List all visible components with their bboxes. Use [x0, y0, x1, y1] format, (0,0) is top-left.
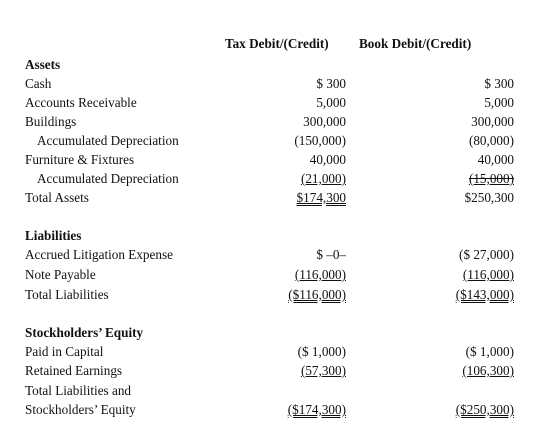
tax-value: (21,000)	[300, 171, 346, 186]
table-row	[0, 248, 542, 267]
tax-value: 40,000	[309, 152, 346, 167]
row-label: Total Liabilities	[25, 287, 109, 302]
row-label: Total Liabilities and	[25, 383, 132, 398]
book-value: ($250,300)	[455, 402, 514, 417]
tax-value: ($ 1,000)	[297, 344, 346, 359]
tax-value: (150,000)	[294, 133, 346, 148]
assets-heading: Assets	[25, 57, 61, 72]
row-label: Accumulated Depreciation	[37, 133, 179, 148]
assets-heading-row	[0, 58, 542, 77]
book-value: ($143,000)	[455, 287, 514, 302]
tax-value: $ –0–	[316, 247, 346, 262]
book-value: 5,000	[484, 95, 514, 110]
row-label: Cash	[25, 76, 52, 91]
tax-column-header: Tax Debit/(Credit)	[225, 36, 329, 51]
table-row	[0, 77, 542, 96]
row-label: Buildings	[25, 114, 77, 129]
book-value: $250,300	[464, 190, 514, 205]
book-value: $ 300	[484, 76, 514, 91]
book-value: (106,300)	[462, 363, 514, 378]
row-label: Note Payable	[25, 267, 96, 282]
table-row	[0, 191, 542, 210]
book-value: ($ 1,000)	[465, 344, 514, 359]
row-label: Accounts Receivable	[25, 95, 137, 110]
book-value: (116,000)	[462, 267, 514, 282]
row-label: Furniture & Fixtures	[25, 152, 135, 167]
tax-value: (57,300)	[300, 363, 346, 378]
row-label: Stockholders’ Equity	[25, 402, 136, 417]
row-label: Total Assets	[25, 190, 89, 205]
table-row	[0, 345, 542, 364]
equity-heading-row	[0, 326, 542, 345]
table-row	[0, 288, 542, 307]
liabilities-heading: Liabilities	[25, 228, 82, 243]
book-value: 40,000	[477, 152, 514, 167]
table-row	[0, 134, 542, 153]
equity-heading: Stockholders’ Equity	[25, 325, 144, 340]
table-row	[0, 403, 542, 422]
book-value: (80,000)	[468, 133, 514, 148]
table-row	[0, 364, 542, 383]
tax-value: 300,000	[303, 114, 346, 129]
tax-value: $ 300	[316, 76, 346, 91]
row-label: Retained Earnings	[25, 363, 123, 378]
tax-value: ($116,000)	[288, 287, 346, 302]
table-row	[0, 96, 542, 115]
row-label: Accumulated Depreciation	[37, 171, 179, 186]
tax-value: ($174,300)	[287, 402, 346, 417]
row-label: Accrued Litigation Expense	[25, 247, 173, 262]
table-row	[0, 153, 542, 172]
table-row	[0, 172, 542, 191]
tax-value: 5,000	[316, 95, 346, 110]
book-value: ($ 27,000)	[459, 247, 514, 262]
liabilities-heading-row	[0, 229, 542, 248]
book-value: 300,000	[471, 114, 514, 129]
table-row	[0, 268, 542, 287]
table-row	[0, 115, 542, 134]
book-value: (15,000)	[468, 171, 514, 186]
row-label: Paid in Capital	[25, 344, 104, 359]
tax-value: (116,000)	[294, 267, 346, 282]
table-row	[0, 384, 542, 403]
book-column-header: Book Debit/(Credit)	[359, 36, 472, 51]
tax-value: $174,300	[296, 190, 346, 205]
